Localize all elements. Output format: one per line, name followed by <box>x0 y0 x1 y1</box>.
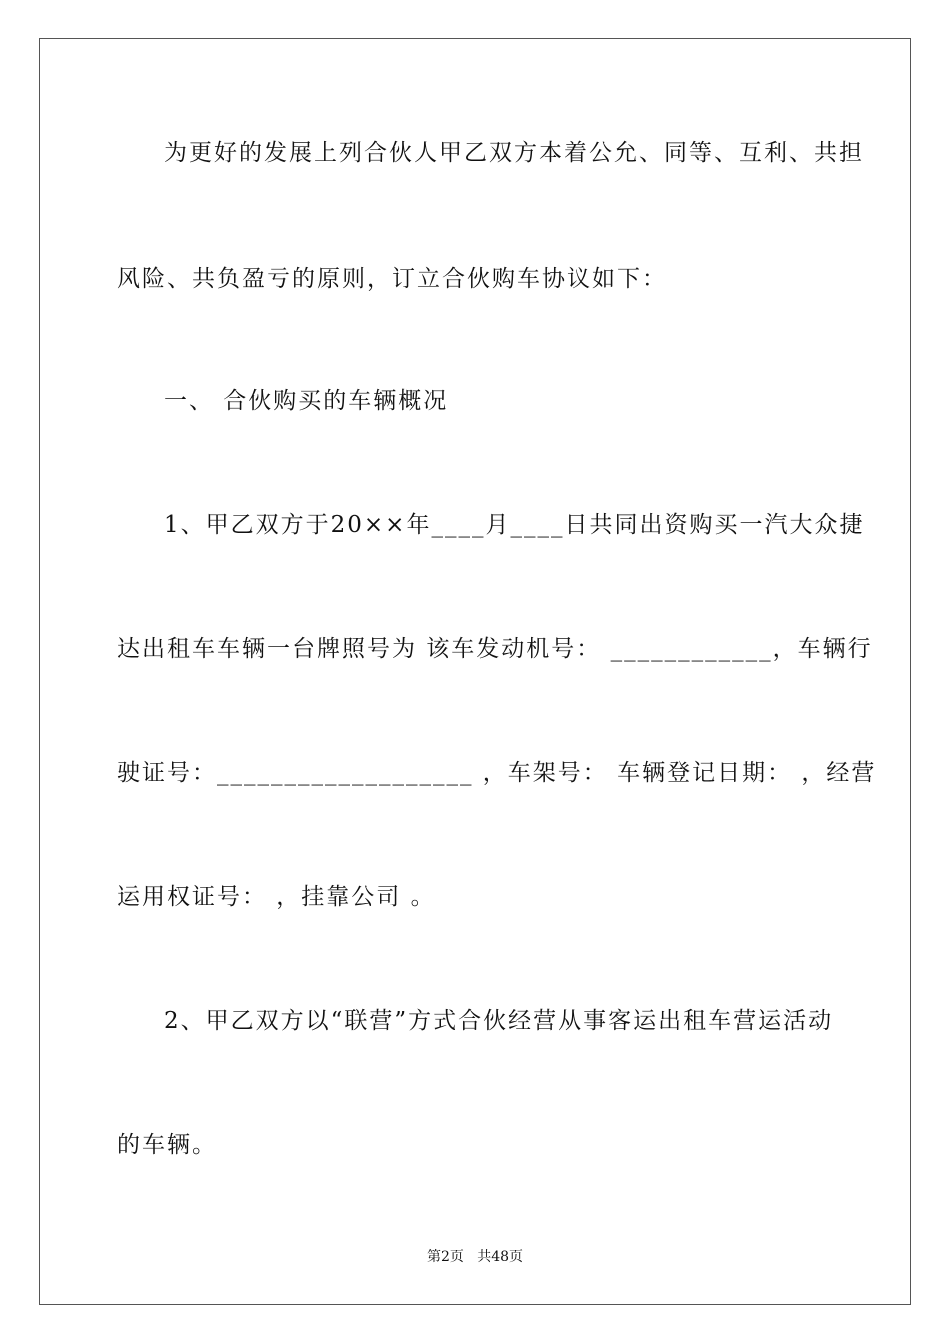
clause-2-line-1: 2、甲乙双方以“联营”方式合伙经营从事客运出租车营运活动 <box>164 1008 834 1034</box>
clause-1-line-2: 达出租车车辆一台牌照号为 该车发动机号： ____________，车辆行 <box>117 636 873 662</box>
clause-1-line-4: 运用权证号： ，挂靠公司 。 <box>117 884 436 910</box>
page-number-footer: 第2页 共48页 <box>426 1249 524 1265</box>
clause-1-line-1: 1、甲乙双方于20××年____月____日共同出资购买一汽大众捷 <box>164 512 865 538</box>
clause-1-line-3: 驶证号：___________________ ，车架号： 车辆登记日期： ，经营 <box>117 760 877 786</box>
clause-2-line-2: 的车辆。 <box>117 1132 217 1158</box>
paragraph-intro-line-1: 为更好的发展上列合伙人甲乙双方本着公允、同等、互利、共担 <box>164 140 864 166</box>
section-heading-1: 一、 合伙购买的车辆概况 <box>164 388 449 414</box>
page-border <box>39 38 911 1305</box>
paragraph-intro-line-2: 风险、共负盈亏的原则，订立合伙购车协议如下： <box>117 266 667 292</box>
